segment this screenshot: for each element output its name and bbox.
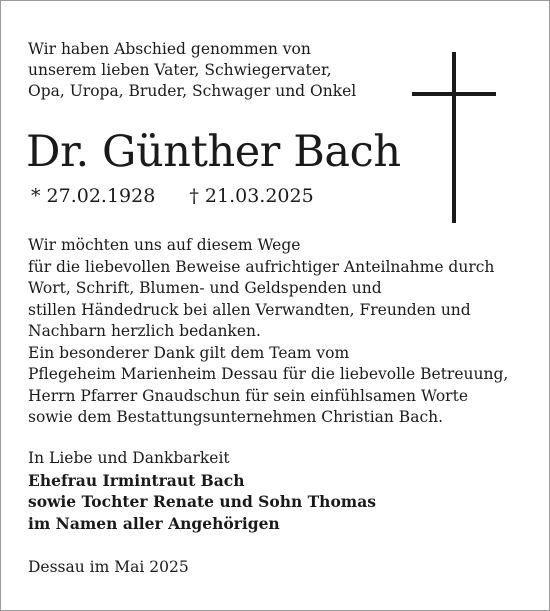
intro-line: Wir haben Abschied genommen von (28, 40, 311, 58)
intro-line: unserem lieben Vater, Schwiegervater, (28, 61, 332, 79)
life-dates (31, 183, 314, 209)
deceased-name: Dr. Günther Bach (26, 127, 401, 177)
family-line: im Namen aller Angehörigen (28, 513, 280, 533)
thanks-line: für die liebevollen Beweise aufrichtiger Anteilnahme durch (28, 257, 495, 276)
cross-horizontal-bar (412, 92, 496, 96)
cross-icon (412, 52, 496, 223)
thanks-line: Ein besonderer Dank gilt dem Team vom (28, 343, 350, 362)
intro-text (28, 39, 356, 102)
death-date: † 21.03.2025 (189, 185, 314, 207)
birth-date: * 27.02.1928 (31, 185, 156, 207)
family-line: Ehefrau Irmintraut Bach (28, 470, 245, 490)
thanks-line: sowie dem Bestattungsunternehmen Christian Bach. (28, 408, 444, 426)
thanks-line: Nachbarn herzlich bedanken. (28, 322, 261, 340)
cross-vertical-bar (452, 52, 456, 223)
intro-line: Opa, Uropa, Bruder, Schwager und Onkel (28, 82, 357, 100)
closing-line: In Liebe und Dankbarkeit (28, 449, 230, 467)
place-date: Dessau im Mai 2025 (28, 558, 189, 576)
thanks-line: Wort, Schrift, Blumen- und Geldspenden und (28, 279, 382, 297)
thanks-line: Wir möchten uns auf diesem Wege (28, 236, 301, 254)
signature-block (28, 448, 376, 534)
thanks-line: stillen Händedruck bei allen Verwandten, Freunden und (28, 300, 471, 319)
thanks-line: Pflegeheim Marienheim Dessau für die liebevolle Betreuung, (28, 365, 509, 383)
thanks-text (28, 235, 508, 429)
family-line: sowie Tochter Renate und Sohn Thomas (28, 492, 376, 511)
thanks-line: Herrn Pfarrer Gnaudschun für sein einfühlsamen Worte (28, 386, 468, 405)
